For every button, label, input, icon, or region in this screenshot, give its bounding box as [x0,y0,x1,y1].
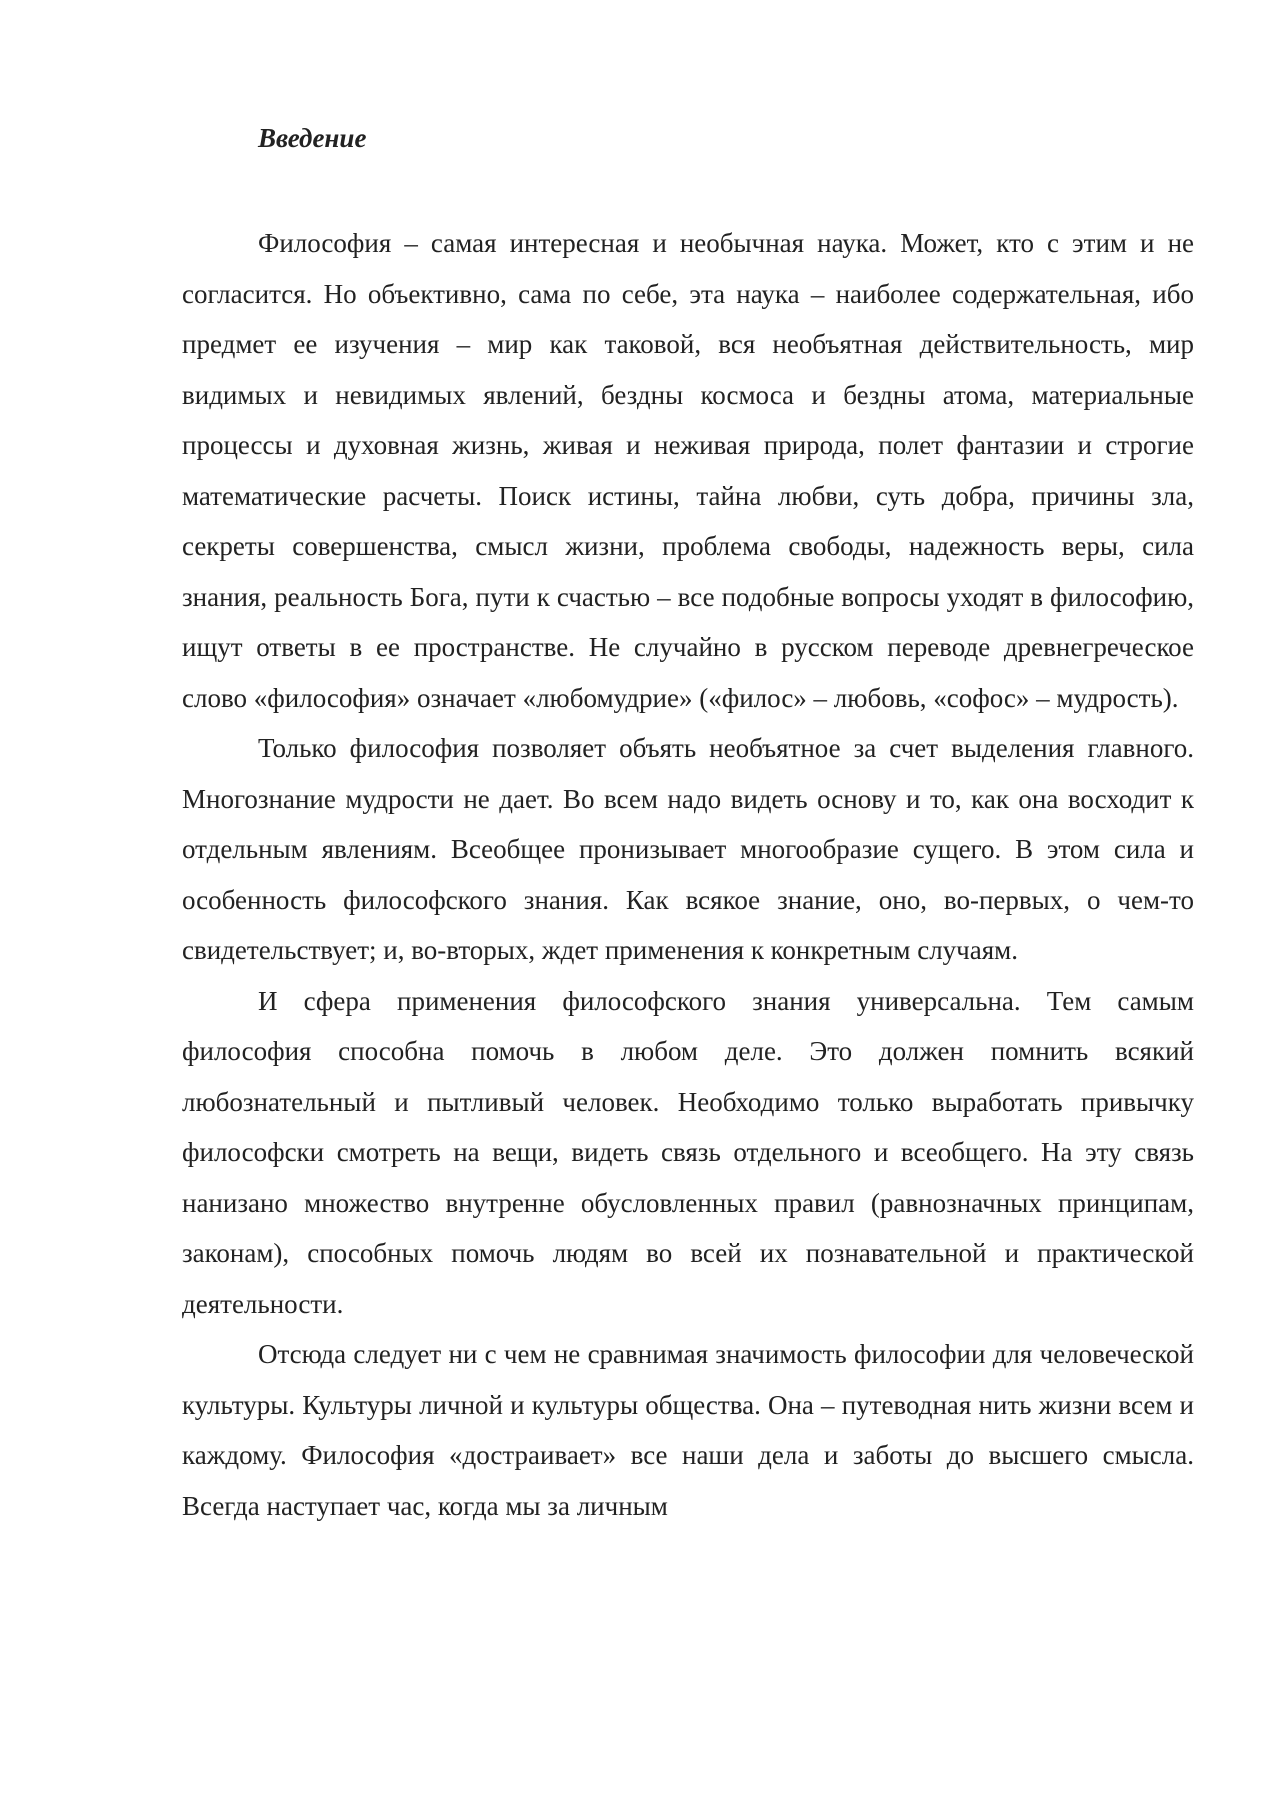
paragraph-1: Философия – самая интересная и необычная наука. Может, кто с этим и не согласится. Но объективно, сама по себе, эта наука – наиболее содержательная, ибо предмет ее изучения – мир как таковой, вся необъятная действительность, мир видимых и невидимых явлений, бездны космоса и бездны атома, материальные процессы и духовная жизнь, живая и неживая природа, полет фантазии и строгие математические расчеты. Поиск истины, тайна любви, суть добра, причины зла, секреты совершенства, смысл жизни, проблема свободы, надежность веры, сила знания, реальность Бога, пути к счастью – все подобные вопросы уходят в философию, ищут ответы в ее пространстве. Не случайно в русском переводе древнегреческое слово «философия» означает «любомудрие» («филос» – любовь, «софос» – мудрость). [182,228,1194,713]
document-content [182,118,1194,1531]
body-text [182,218,1194,1531]
paragraph-2: Только философия позволяет объять необъятное за счет выделения главного. Многознание мудрости не дает. Во всем надо видеть основу и то, как она восходит к отдельным явлениям. Всеобщее пронизывает многообразие сущего. В этом сила и особенность философского знания. Как всякое знание, оно, во-первых, о чем-то свидетельствует; и, во-вторых, ждет применения к конкретным случаям. [182,733,1194,965]
section-heading: Введение [258,123,367,153]
paragraph-3: И сфера применения философского знания универсальна. Тем самым философия способна помочь в любом деле. Это должен помнить всякий любознательный и пытливый человек. Необходимо только выработать привычку философски смотреть на вещи, видеть связь отдельного и всеобщего. На эту связь нанизано множество внутренне обусловленных правил (равнозначных принципам, законам), способных помочь людям во всей их познавательной и практической деятельности. [182,985,1194,1319]
paragraph-4: Отсюда следует ни с чем не сравнимая значимость философии для человеческой культуры. Культуры личной и культуры общества. Она – путеводная нить жизни всем и каждому. Философия «достраивает» все наши дела и заботы до высшего смысла. Всегда наступает час, когда мы за личным [182,1339,1194,1521]
